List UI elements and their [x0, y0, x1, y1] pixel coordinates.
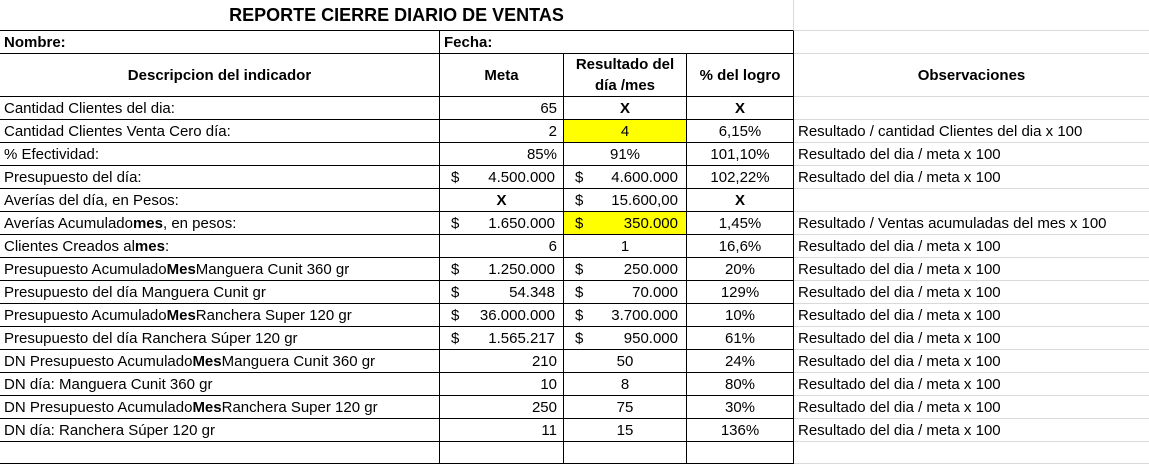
meta-value: 210	[531, 352, 557, 370]
observaciones-cell[interactable]	[794, 235, 1149, 258]
description-text: DN Presupuesto Acumulado	[4, 352, 193, 370]
description-text: Cantidad Clientes del dia:	[4, 99, 175, 117]
observaciones-text: Resultado del dia / meta x 100	[798, 237, 1001, 255]
description-text: Ranchera Super 120 gr	[221, 398, 378, 416]
logro-value: 102,22%	[710, 168, 770, 186]
empty-cell[interactable]	[794, 31, 1149, 54]
observaciones-text: Resultado del dia / meta x 100	[798, 398, 1001, 416]
currency-symbol: $	[451, 283, 460, 301]
meta-cell[interactable]	[440, 212, 564, 235]
description-text: :	[164, 237, 170, 255]
meta-cell[interactable]	[440, 258, 564, 281]
empty-cell[interactable]	[440, 442, 564, 464]
observaciones-text: Resultado del dia / meta x 100	[798, 168, 1001, 186]
meta-value: 1.565.217	[488, 329, 555, 347]
currency-symbol: $	[451, 214, 460, 232]
resultado-cell[interactable]	[564, 419, 687, 442]
indicator-description-cell[interactable]	[0, 235, 440, 258]
report-title[interactable]: REPORTE CIERRE DIARIO DE VENTAS	[0, 0, 794, 31]
observaciones-cell[interactable]	[794, 143, 1149, 166]
observaciones-text: Resultado / Ventas acumuladas del mes x 100	[798, 214, 1107, 232]
observaciones-cell[interactable]	[794, 373, 1149, 396]
logro-value: 10%	[724, 306, 756, 324]
logro-value: 30%	[724, 398, 756, 416]
meta-value: 54.348	[509, 283, 555, 301]
resultado-value: 50	[616, 352, 634, 370]
header-meta[interactable]: Meta	[440, 54, 564, 97]
description-bold-text: Mes	[166, 306, 196, 324]
logro-cell[interactable]	[687, 373, 794, 396]
empty-cell[interactable]	[0, 442, 440, 464]
indicator-description-cell[interactable]	[0, 373, 440, 396]
empty-cell[interactable]	[794, 442, 1149, 464]
currency-symbol: $	[451, 306, 460, 324]
meta-value: X	[496, 191, 507, 209]
description-text: , en pesos:	[163, 214, 237, 232]
meta-value: 11	[541, 421, 557, 439]
observaciones-cell[interactable]	[794, 350, 1149, 373]
meta-value: 4.500.000	[488, 168, 555, 186]
logro-cell[interactable]	[687, 396, 794, 419]
currency-symbol: $	[451, 329, 460, 347]
header-resultado[interactable]	[564, 54, 687, 97]
description-text: Presupuesto Acumulado	[4, 306, 167, 324]
description-text: Manguera Cunit 360 gr	[195, 260, 350, 278]
header-resultado-line1: Resultado del	[575, 56, 675, 73]
description-bold-text: Mes	[192, 398, 222, 416]
empty-cell[interactable]	[564, 442, 687, 464]
description-bold-text: mes	[132, 214, 163, 232]
logro-cell[interactable]	[687, 120, 794, 143]
observaciones-cell[interactable]	[794, 396, 1149, 419]
meta-cell[interactable]	[440, 166, 564, 189]
empty-cell[interactable]	[687, 442, 794, 464]
observaciones-cell[interactable]	[794, 258, 1149, 281]
meta-cell[interactable]	[440, 350, 564, 373]
logro-cell[interactable]	[687, 235, 794, 258]
currency-symbol: $	[451, 260, 460, 278]
indicator-description-cell[interactable]	[0, 97, 440, 120]
logro-cell[interactable]	[687, 350, 794, 373]
observaciones-cell[interactable]	[794, 189, 1149, 212]
resultado-cell[interactable]	[564, 396, 687, 419]
logro-value: 24%	[724, 352, 756, 370]
observaciones-cell[interactable]	[794, 327, 1149, 350]
resultado-cell[interactable]	[564, 166, 687, 189]
logro-value: 6,15%	[718, 122, 762, 140]
resultado-value: 4.600.000	[611, 168, 678, 186]
meta-cell[interactable]	[440, 373, 564, 396]
resultado-value: 950.000	[623, 329, 678, 347]
logro-value: 1,45%	[718, 214, 762, 232]
indicator-description-cell[interactable]	[0, 304, 440, 327]
meta-cell[interactable]	[440, 120, 564, 143]
meta-value: 250	[531, 398, 557, 416]
description-text: % Efectividad:	[4, 145, 100, 163]
meta-cell[interactable]	[440, 235, 564, 258]
observaciones-cell[interactable]	[794, 304, 1149, 327]
resultado-cell[interactable]	[564, 189, 687, 212]
observaciones-text: Resultado del dia / meta x 100	[798, 421, 1001, 439]
currency-symbol: $	[451, 168, 460, 186]
logro-value: 129%	[720, 283, 760, 301]
logro-cell[interactable]	[687, 304, 794, 327]
logro-value: X	[734, 99, 745, 117]
logro-cell[interactable]	[687, 143, 794, 166]
description-bold-text: Mes	[192, 352, 222, 370]
meta-value: 85%	[526, 145, 557, 163]
indicator-description-cell[interactable]	[0, 327, 440, 350]
description-text: DN día: Manguera Cunit 360 gr	[4, 375, 213, 393]
indicator-description-cell[interactable]	[0, 143, 440, 166]
meta-value: 2	[548, 122, 557, 140]
logro-cell[interactable]	[687, 212, 794, 235]
observaciones-text: Resultado del dia / meta x 100	[798, 352, 1001, 370]
logro-value: 136%	[720, 421, 760, 439]
header-descripcion[interactable]: Descripcion del indicador	[0, 54, 440, 97]
resultado-value: 91%	[609, 145, 641, 163]
resultado-cell[interactable]	[564, 120, 687, 143]
meta-cell[interactable]	[440, 143, 564, 166]
indicator-description-cell[interactable]	[0, 419, 440, 442]
resultado-value: 8	[620, 375, 630, 393]
observaciones-cell[interactable]	[794, 212, 1149, 235]
logro-cell[interactable]	[687, 327, 794, 350]
description-text: Presupuesto del día:	[4, 168, 142, 186]
meta-cell[interactable]	[440, 189, 564, 212]
observaciones-text: Resultado del dia / meta x 100	[798, 283, 1001, 301]
logro-cell[interactable]	[687, 281, 794, 304]
meta-value: 10	[540, 375, 557, 393]
logro-cell[interactable]	[687, 258, 794, 281]
observaciones-text: Resultado del dia / meta x 100	[798, 329, 1001, 347]
indicator-description-cell[interactable]	[0, 396, 440, 419]
observaciones-text: Resultado del dia / meta x 100	[798, 145, 1001, 163]
logro-value: 20%	[724, 260, 756, 278]
logro-value: X	[734, 191, 745, 209]
description-text: DN día: Ranchera Súper 120 gr	[4, 421, 215, 439]
empty-cell[interactable]	[794, 0, 1149, 31]
resultado-cell[interactable]	[564, 281, 687, 304]
indicator-description-cell[interactable]	[0, 120, 440, 143]
observaciones-cell[interactable]	[794, 166, 1149, 189]
resultado-cell[interactable]	[564, 258, 687, 281]
resultado-cell[interactable]	[564, 304, 687, 327]
resultado-cell[interactable]	[564, 212, 687, 235]
description-text: Averías Acumulado	[4, 214, 133, 232]
nombre-label[interactable]: Nombre:	[0, 31, 440, 54]
meta-cell[interactable]	[440, 327, 564, 350]
description-text: Clientes Creados al	[4, 237, 135, 255]
meta-cell[interactable]	[440, 304, 564, 327]
meta-cell[interactable]	[440, 97, 564, 120]
observaciones-text: Resultado del dia / meta x 100	[798, 306, 1001, 324]
description-text: Presupuesto Acumulado	[4, 260, 167, 278]
indicator-description-cell[interactable]	[0, 281, 440, 304]
indicator-description-cell[interactable]	[0, 212, 440, 235]
logro-cell[interactable]	[687, 97, 794, 120]
observaciones-text: Resultado / cantidad Clientes del dia x 100	[798, 122, 1083, 140]
resultado-cell[interactable]	[564, 143, 687, 166]
observaciones-cell[interactable]	[794, 419, 1149, 442]
logro-value: 101,10%	[710, 145, 770, 163]
resultado-value: 1	[620, 237, 630, 255]
meta-value: 65	[540, 99, 557, 117]
logro-cell[interactable]	[687, 189, 794, 212]
description-text: Cantidad Clientes Venta Cero día:	[4, 122, 231, 140]
currency-symbol: $	[575, 329, 584, 347]
observaciones-text: Resultado del dia / meta x 100	[798, 260, 1001, 278]
header-resultado-line2: día /mes	[594, 77, 656, 94]
resultado-cell[interactable]	[564, 97, 687, 120]
logro-cell[interactable]	[687, 419, 794, 442]
logro-value: 80%	[724, 375, 756, 393]
indicator-description-cell[interactable]	[0, 258, 440, 281]
meta-value: 6	[548, 237, 557, 255]
resultado-value: 4	[620, 122, 630, 140]
fecha-label[interactable]: Fecha:	[440, 31, 794, 54]
currency-symbol: $	[575, 260, 584, 278]
resultado-value: 350.000	[623, 214, 678, 232]
currency-symbol: $	[575, 191, 584, 209]
meta-cell[interactable]	[440, 281, 564, 304]
resultado-value: 3.700.000	[611, 306, 678, 324]
logro-cell[interactable]	[687, 166, 794, 189]
resultado-value: 15.600,00	[611, 191, 678, 209]
header-logro[interactable]: % del logro	[687, 54, 794, 97]
meta-value: 36.000.000	[479, 306, 555, 324]
description-text: Averías del día, en Pesos:	[4, 191, 179, 209]
observaciones-cell[interactable]	[794, 281, 1149, 304]
description-text: Ranchera Super 120 gr	[195, 306, 352, 324]
resultado-cell[interactable]	[564, 373, 687, 396]
indicator-description-cell[interactable]	[0, 166, 440, 189]
currency-symbol: $	[575, 306, 584, 324]
resultado-cell[interactable]	[564, 327, 687, 350]
logro-value: 61%	[724, 329, 756, 347]
resultado-cell[interactable]	[564, 235, 687, 258]
meta-cell[interactable]	[440, 396, 564, 419]
description-bold-text: Mes	[166, 260, 196, 278]
resultado-value: 70.000	[632, 283, 678, 301]
indicator-description-cell[interactable]	[0, 189, 440, 212]
meta-cell[interactable]	[440, 419, 564, 442]
resultado-cell[interactable]	[564, 350, 687, 373]
header-observaciones[interactable]: Observaciones	[794, 54, 1149, 97]
observaciones-cell[interactable]	[794, 97, 1149, 120]
observaciones-cell[interactable]	[794, 120, 1149, 143]
meta-value: 1.250.000	[488, 260, 555, 278]
resultado-value: X	[619, 99, 630, 117]
resultado-value: 15	[616, 421, 634, 439]
description-bold-text: mes	[134, 237, 165, 255]
observaciones-text: Resultado del dia / meta x 100	[798, 375, 1001, 393]
currency-symbol: $	[575, 168, 584, 186]
resultado-value: 75	[616, 398, 634, 416]
currency-symbol: $	[575, 283, 584, 301]
resultado-value: 250.000	[623, 260, 678, 278]
currency-symbol: $	[575, 214, 584, 232]
description-text: DN Presupuesto Acumulado	[4, 398, 193, 416]
description-text: Presupuesto del día Manguera Cunit gr	[4, 283, 266, 301]
description-text: Manguera Cunit 360 gr	[221, 352, 376, 370]
indicator-description-cell[interactable]	[0, 350, 440, 373]
logro-value: 16,6%	[718, 237, 762, 255]
description-text: Presupuesto del día Ranchera Súper 120 gr	[4, 329, 298, 347]
meta-value: 1.650.000	[488, 214, 555, 232]
